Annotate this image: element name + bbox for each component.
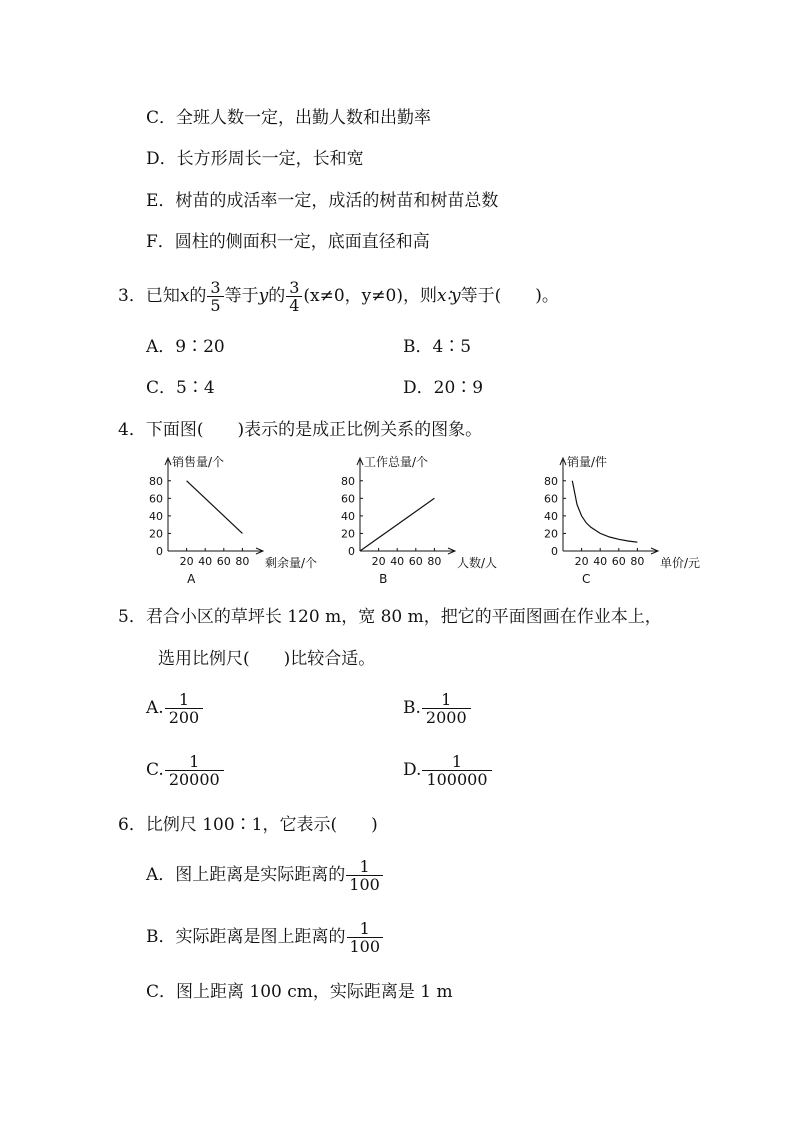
chart-a-caption: A [187,572,196,586]
q5-option-d-letter: D. [403,760,422,780]
chart-b-x-tick-label: 60 [408,555,423,568]
chart-b-x-tick-label: 40 [390,555,405,568]
chart-a-y-tick-label: 0 [156,545,163,558]
q5-option-c-fraction [165,753,224,788]
q5-d-num: 1 [451,752,463,771]
q3-pre: 3．已知 [118,286,180,306]
q3-x: x [179,286,190,306]
q3-fraction-1 [207,279,223,314]
q6-b-num: 1 [359,919,370,938]
chart-c-x-label: 单价/元 [660,556,701,570]
q3-tail: 等于( )。 [460,286,559,306]
chart-c [528,450,713,590]
chart-c-x-tick-label: 80 [630,555,645,568]
chart-b-caption: B [379,572,388,586]
chart-b [325,450,510,590]
chart-b-y-tick-label: 20 [341,527,355,541]
chart-b-x-tick-label: 80 [427,555,442,568]
chart-c-series-line [572,481,637,542]
chart-a-x-tick-label: 80 [235,555,250,568]
q2-option-f: F．圆柱的侧面积一定，底面直径和高 [146,232,430,252]
q6-option-a-text: A．图上距离是实际距离的 [146,865,346,885]
chart-a-y-tick-label: 60 [149,492,163,506]
chart-a [133,450,318,590]
chart-b-y-tick-label: 0 [348,545,355,558]
chart-a-x-tick-label: 20 [179,555,194,568]
chart-c-y-tick-label: 20 [544,527,558,541]
q3-mid: 等于 [224,286,259,306]
chart-c-caption: C [582,572,591,586]
q6-option-c: C．图上距离 100 cm，实际距离是 1 m [146,982,453,1002]
q3-f2-den: 4 [286,296,302,314]
chart-b-y-label: 工作总量/个 [364,455,429,469]
q6-option-a-fraction [346,858,383,893]
chart-c-x-tick-label: 40 [593,555,608,568]
q3-option-b: B．4∶5 [403,337,472,357]
q6-option-b-fraction [347,920,384,955]
chart-b-y-tick-label: 60 [341,492,355,506]
chart-a-y-tick-label: 40 [149,509,163,523]
q3-stem [118,274,559,318]
q5-option-d [403,750,493,790]
q2-option-d: D．长方形周长一定，长和宽 [146,149,364,169]
q3-option-a: A．9∶20 [146,337,225,357]
q6-option-b [146,915,384,959]
q5-option-c-letter: C. [146,760,164,780]
q5-option-a-letter: A. [146,698,164,718]
q3-option-d: D．20∶9 [403,378,484,398]
chart-a-series-line [187,481,243,534]
chart-c-y-tick-label: 0 [551,545,558,558]
chart-b-x-tick-label: 20 [371,555,386,568]
chart-b-y-tick-label: 40 [341,509,355,523]
chart-c-y-tick-label: 40 [544,509,558,523]
chart-c-y-tick-label: 80 [544,474,558,488]
chart-a-x-tick-label: 60 [216,555,231,568]
q5-option-a-fraction [165,691,204,726]
chart-a-x-tick-label: 40 [198,555,213,568]
q5-c-num: 1 [189,752,200,771]
chart-c-y-label: 销量/件 [567,455,608,469]
q5-option-b-letter: B. [403,698,421,718]
q5-b-num: 1 [441,690,452,709]
chart-b-y-tick-label: 80 [341,474,355,488]
q5-a-num: 1 [178,690,190,709]
q3-de1: 的 [189,286,207,306]
q2-option-c: C．全班人数一定，出勤人数和出勤率 [146,108,432,128]
q3-f1-num: 3 [210,278,221,297]
q3-de2: 的 [268,286,286,306]
chart-a-x-label: 剩余量/个 [265,556,318,570]
q5-option-b [403,688,472,728]
chart-c-x-tick-label: 20 [574,555,589,568]
q6-a-num: 1 [359,857,370,876]
chart-c-y-tick-label: 60 [544,492,558,506]
q5-a-den: 200 [165,708,204,726]
q6-stem: 6．比例尺 100∶1，它表示( ) [118,815,378,835]
q5-line-2: 选用比例尺( )比较合适。 [158,649,376,669]
q3-fraction-2 [286,279,302,314]
q3-ratio: x∶y [436,286,461,306]
chart-a-y-tick-label: 80 [149,474,163,488]
q5-option-d-fraction [422,753,491,788]
q2-option-e: E．树苗的成活率一定，成活的树苗和树苗总数 [146,191,499,211]
chart-b-x-label: 人数/人 [457,556,498,570]
q5-option-a [146,688,204,728]
q3-y: y [258,286,269,306]
q6-option-a [146,853,384,897]
q6-a-den: 100 [346,875,383,893]
q5-c-den: 20000 [165,770,224,788]
chart-a-y-tick-label: 20 [149,527,163,541]
q5-line-1: 5．君合小区的草坪长 120 m，宽 80 m，把它的平面图画在作业本上， [118,607,662,627]
q3-f2-num: 3 [289,278,300,297]
q5-d-den: 100000 [422,770,491,788]
chart-a-y-label: 销售量/个 [172,455,225,469]
q3-condition: (x≠0，y≠0)，则 [303,286,437,306]
q3-f1-den: 5 [207,296,223,314]
q5-option-b-fraction [422,691,471,726]
q5-b-den: 2000 [422,708,471,726]
chart-c-x-tick-label: 60 [611,555,626,568]
q6-b-den: 100 [347,937,384,955]
q6-option-b-text: B．实际距离是图上距离的 [146,927,346,947]
q5-option-c [146,750,225,790]
q3-option-c: C．5∶4 [146,378,215,398]
chart-b-series-line [360,498,434,551]
q4-stem: 4．下面图( )表示的是成正比例关系的图象。 [118,420,483,440]
